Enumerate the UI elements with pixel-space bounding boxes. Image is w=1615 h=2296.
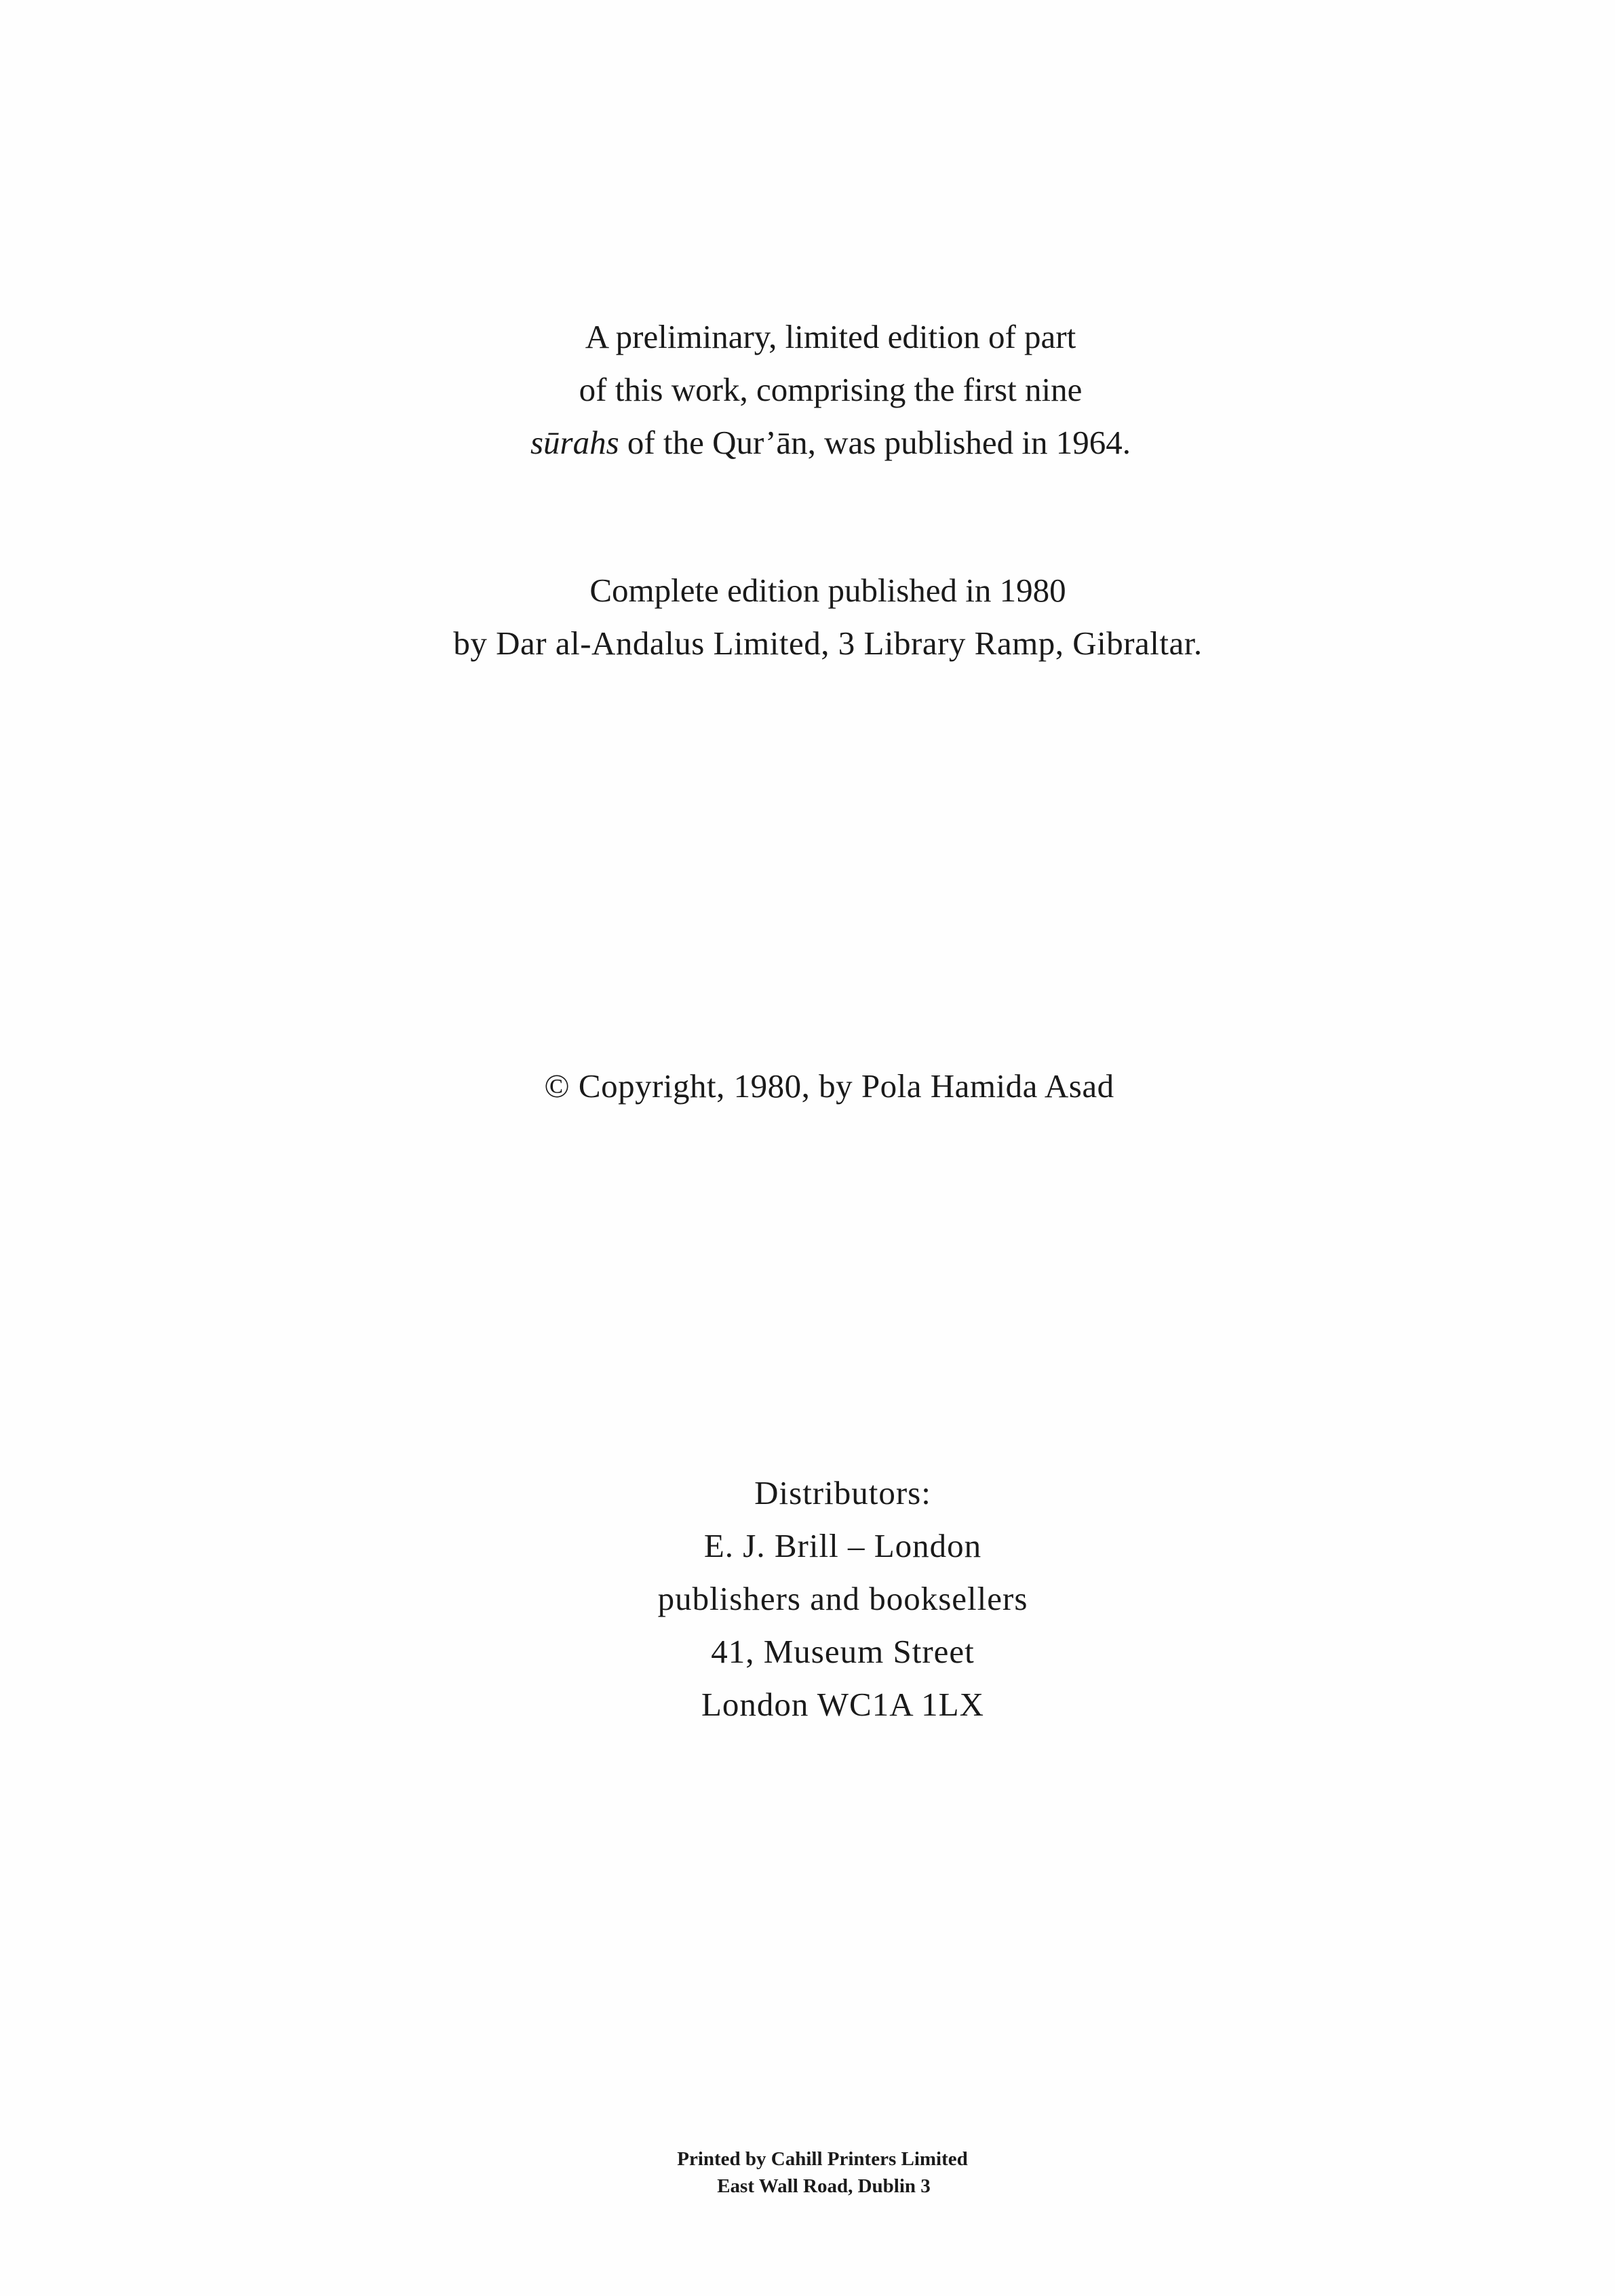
copyright-notice xyxy=(0,1060,1615,1113)
edition-note-line-rest: of the Qur’ān, was published in 1964. xyxy=(619,424,1131,461)
distributor-street: 41, Museum Street xyxy=(711,1633,975,1670)
publisher-line: by Dar al-Andalus Limited, 3 Library Ramp, Gibraltar. xyxy=(453,625,1203,662)
complete-edition-line: Complete edition published in 1980 xyxy=(589,572,1066,609)
copyright-line: © Copyright, 1980, by Pola Hamida Asad xyxy=(544,1067,1114,1105)
printer-imprint xyxy=(0,2145,1615,2200)
edition-note-line: A preliminary, limited edition of part xyxy=(585,318,1076,355)
printer-name: Printed by Cahill Printers Limited xyxy=(677,2148,968,2170)
printer-address: East Wall Road, Dublin 3 xyxy=(717,2175,931,2197)
edition-note-line xyxy=(23,416,1615,469)
distributors-heading: Distributors: xyxy=(754,1474,931,1511)
distributor-description: publishers and booksellers xyxy=(657,1580,1028,1617)
distributor-city: London WC1A 1LX xyxy=(701,1686,984,1723)
complete-edition-note xyxy=(0,564,1615,670)
distributors-block xyxy=(0,1467,1615,1731)
surahs-italic-term: sūrahs xyxy=(530,424,619,461)
edition-note-line: of this work, comprising the first nine xyxy=(579,371,1083,408)
distributor-name: E. J. Brill – London xyxy=(703,1527,982,1564)
edition-note xyxy=(0,311,1615,469)
